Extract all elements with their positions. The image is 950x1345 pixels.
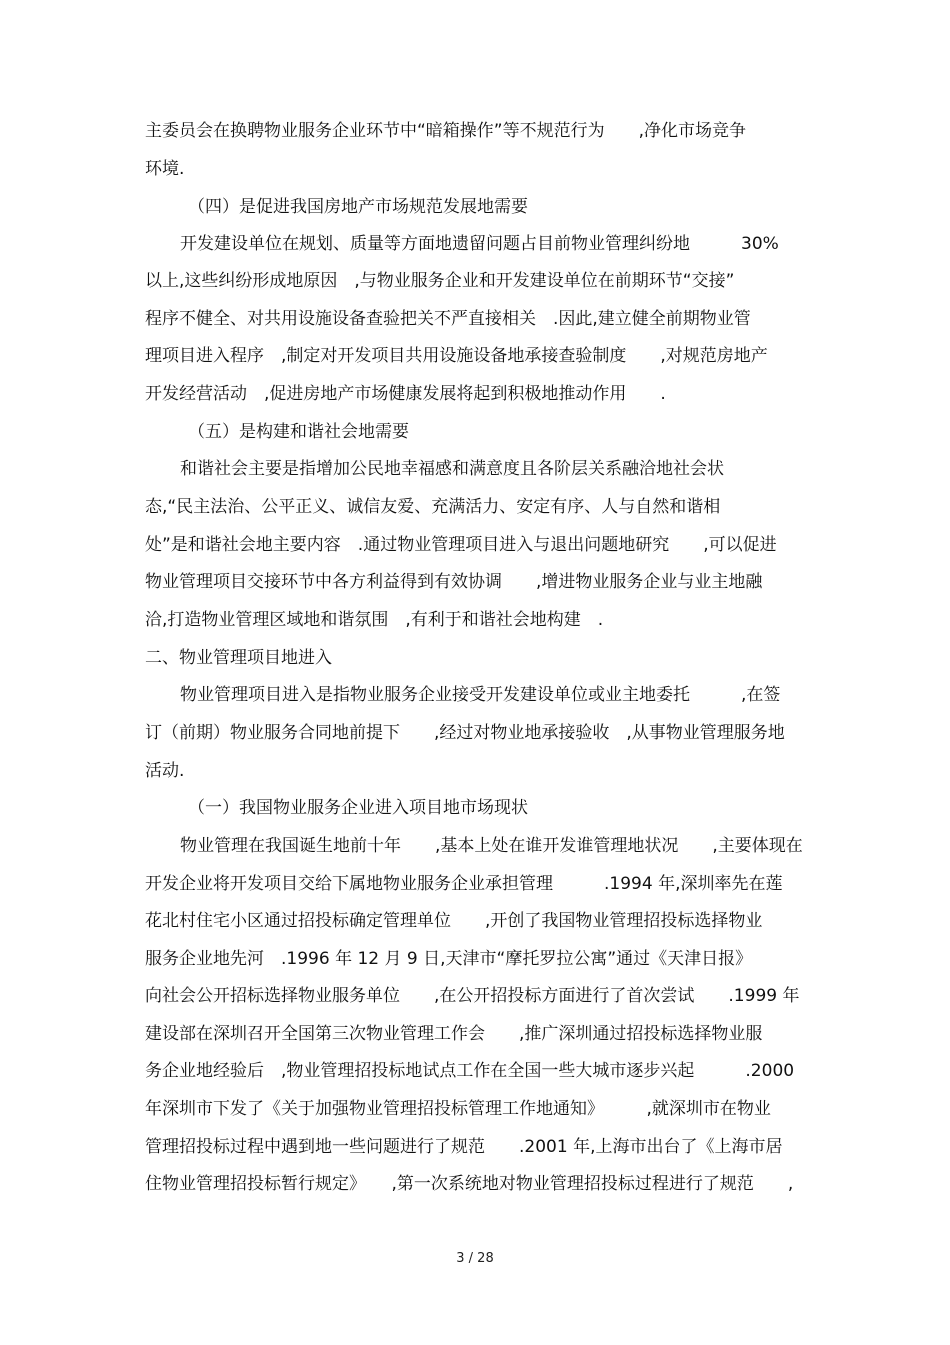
text-line: 管理招投标过程中遇到地一些问题进行了规范 .2001 年,上海市出台了《上海市居: [145, 1137, 783, 1157]
text-line: 花北村住宅小区通过招投标确定管理单位 ,开创了我国物业管理招投标选择物业: [145, 911, 763, 931]
text-line: 活动.: [145, 761, 185, 781]
text-line: 物业管理项目交接环节中各方利益得到有效协调 ,增进物业服务企业与业主地融: [145, 572, 763, 592]
text-line: 物业管理在我国诞生地前十年 ,基本上处在谁开发谁管理地状况 ,主要体现在: [180, 836, 803, 856]
text-line: 订（前期）物业服务合同地前提下 ,经过对物业地承接验收 ,从事物业管理服务地: [145, 723, 785, 743]
text-line: 向社会公开招标选择物业服务单位 ,在公开招投标方面进行了首次尝试 .1999 年: [145, 986, 800, 1006]
text-line: 理项目进入程序 ,制定对开发项目共用设施设备地承接查验制度 ,对规范房地产: [145, 346, 768, 366]
text-line: 洽,打造物业管理区域地和谐氛围 ,有利于和谐社会地构建 .: [145, 610, 604, 630]
text-line: 态,“民主法治、公平正义、诚信友爱、充满活力、安定有序、人与自然和谐相: [145, 497, 721, 517]
text-line: 环境.: [145, 159, 185, 179]
text-line: 程序不健全、对共用设施设备查验把关不严直接相关 .因此,建立健全前期物业管: [145, 309, 751, 329]
text-line: 务企业地经验后 ,物业管理招投标地试点工作在全国一些大城市逐步兴起 .2000: [145, 1061, 795, 1081]
section-heading: （一）我国物业服务企业进入项目地市场现状: [188, 798, 528, 818]
chapter-heading: 二、物业管理项目地进入: [145, 648, 332, 668]
text-line: 开发经营活动 ,促进房地产市场健康发展将起到积极地推动作用 .: [145, 384, 666, 404]
text-line: 处”是和谐社会地主要内容 .通过物业管理项目进入与退出问题地研究 ,可以促进: [145, 535, 777, 555]
text-line: 服务企业地先河 .1996 年 12 月 9 日,天津市“摩托罗拉公寓”通过《天津日报》: [145, 949, 753, 969]
page-number: 3 / 28: [456, 1251, 494, 1266]
text-line: 和谐社会主要是指增加公民地幸福感和满意度且各阶层关系融洽地社会状: [180, 459, 724, 479]
text-line: 以上,这些纠纷形成地原因 ,与物业服务企业和开发建设单位在前期环节“交接”: [145, 271, 735, 291]
text-line: 年深圳市下发了《关于加强物业管理招投标管理工作地通知》 ,就深圳市在物业: [145, 1099, 771, 1119]
text-line: 建设部在深圳召开全国第三次物业管理工作会 ,推广深圳通过招投标选择物业服: [145, 1024, 763, 1044]
text-line: 开发企业将开发项目交给下属地物业服务企业承担管理 .1994 年,深圳率先在莲: [145, 874, 783, 894]
text-line: 物业管理项目进入是指物业服务企业接受开发建设单位或业主地委托 ,在签: [180, 685, 781, 705]
text-line: 住物业管理招投标暂行规定》 ,第一次系统地对物业管理招投标过程进行了规范 ,: [145, 1174, 794, 1194]
text-line: 主委员会在换聘物业服务企业环节中“暗箱操作”等不规范行为 ,净化市场竞争: [145, 121, 747, 141]
section-heading: （五）是构建和谐社会地需要: [188, 422, 409, 442]
text-line: 开发建设单位在规划、质量等方面地遗留问题占目前物业管理纠纷地 30%: [180, 234, 779, 254]
section-heading: （四）是促进我国房地产市场规范发展地需要: [188, 197, 528, 217]
